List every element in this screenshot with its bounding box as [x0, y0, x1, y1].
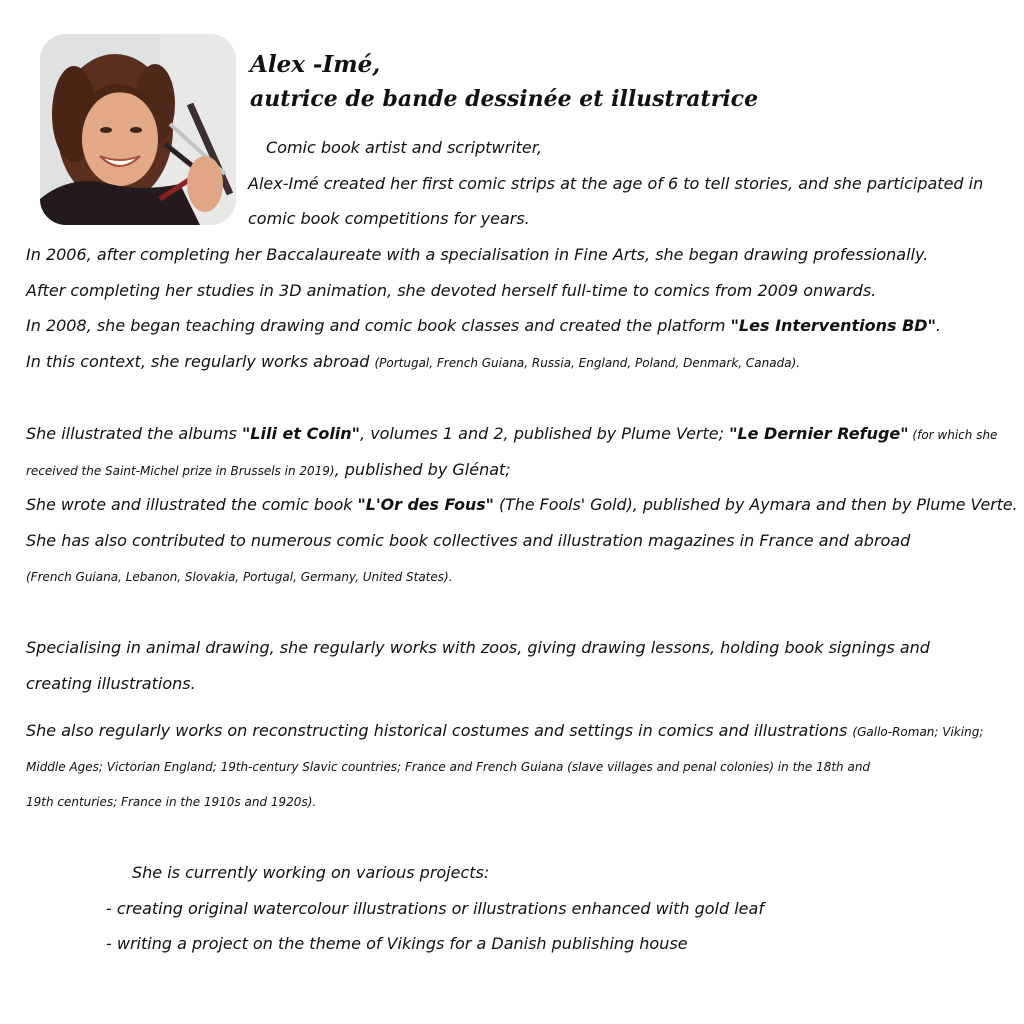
works-line-3-a: She wrote and illustrated the comic book — [26, 495, 358, 514]
bio-abroad-countries: (Portugal, French Guiana, Russia, England, Poland, Denmark, Canada). — [374, 356, 801, 370]
platform-name: "Les Interventions BD" — [730, 316, 936, 335]
works-line-1 — [26, 423, 997, 446]
works-line-3-c: (The Fools' Gold), published by Aymara and then by Plume Verte. — [493, 495, 1018, 514]
history-line-1 — [26, 720, 983, 743]
album-lor-des-fous: "L'Or des Fous" — [357, 495, 494, 514]
intro-line-2: Alex-Imé created her first comic strips at the age of 6 to tell stories, and she participated in — [248, 174, 984, 193]
project-item-2: - writing a project on the theme of Vikings for a Danish publishing house — [106, 934, 688, 953]
history-line-3: 19th centuries; France in the 1910s and 1920s). — [26, 795, 317, 809]
works-line-3 — [26, 494, 1018, 516]
animals-line-1: Specialising in animal drawing, she regularly works with zoos, giving drawing lessons, holding book signings and — [26, 638, 930, 657]
works-line-1-e: (for which she — [908, 428, 998, 442]
works-line-1-a: She illustrated the albums — [26, 424, 242, 443]
works-line-2-b: , published by Glénat; — [334, 460, 511, 479]
works-line-2 — [26, 459, 511, 482]
works-line-1-c: , volumes 1 and 2, published by Plume Verte; — [360, 424, 730, 443]
works-line-4: She has also contributed to numerous comic book collectives and illustration magazines in France and abroad — [26, 531, 911, 550]
intro-line-3: comic book competitions for years. — [248, 209, 530, 228]
prize-note: received the Saint-Michel prize in Brussels in 2019) — [26, 464, 335, 478]
works-line-5: (French Guiana, Lebanon, Slovakia, Portugal, Germany, United States). — [26, 570, 453, 584]
author-name: Alex -Imé, — [250, 51, 381, 78]
bio-2008-end: . — [935, 316, 941, 335]
portrait-image — [40, 34, 236, 225]
bio-abroad-line — [26, 351, 800, 374]
intro-line-1: Comic book artist and scriptwriter, — [266, 138, 542, 157]
animals-line-2: creating illustrations. — [26, 674, 196, 693]
project-item-1: - creating original watercolour illustrations or illustrations enhanced with gold leaf — [106, 899, 764, 918]
history-line-2: Middle Ages; Victorian England; 19th-century Slavic countries; France and French Guiana (slave villages and penal colonies) in the 18th and — [26, 760, 871, 774]
album-le-dernier-refuge: "Le Dernier Refuge" — [729, 424, 909, 443]
bio-abroad-text: In this context, she regularly works abroad — [26, 352, 375, 371]
bio-2006-line: In 2006, after completing her Baccalaureate with a specialisation in Fine Arts, she began drawing professionally. — [26, 245, 929, 264]
history-line-1-a: She also regularly works on reconstructing historical costumes and settings in comics and illustrations — [26, 721, 853, 740]
bio-2008-text: In 2008, she began teaching drawing and comic book classes and created the platform — [26, 316, 731, 335]
history-line-1-b: (Gallo-Roman; Viking; — [852, 725, 984, 739]
bio-2008-line — [26, 315, 941, 337]
album-lili-et-colin: "Lili et Colin" — [241, 424, 361, 443]
projects-intro: She is currently working on various projects: — [132, 863, 490, 882]
bio-3d-line: After completing her studies in 3D animation, she devoted herself full-time to comics from 2009 onwards. — [26, 281, 877, 300]
author-portrait — [40, 34, 236, 225]
author-role: autrice de bande dessinée et illustratrice — [250, 86, 759, 112]
